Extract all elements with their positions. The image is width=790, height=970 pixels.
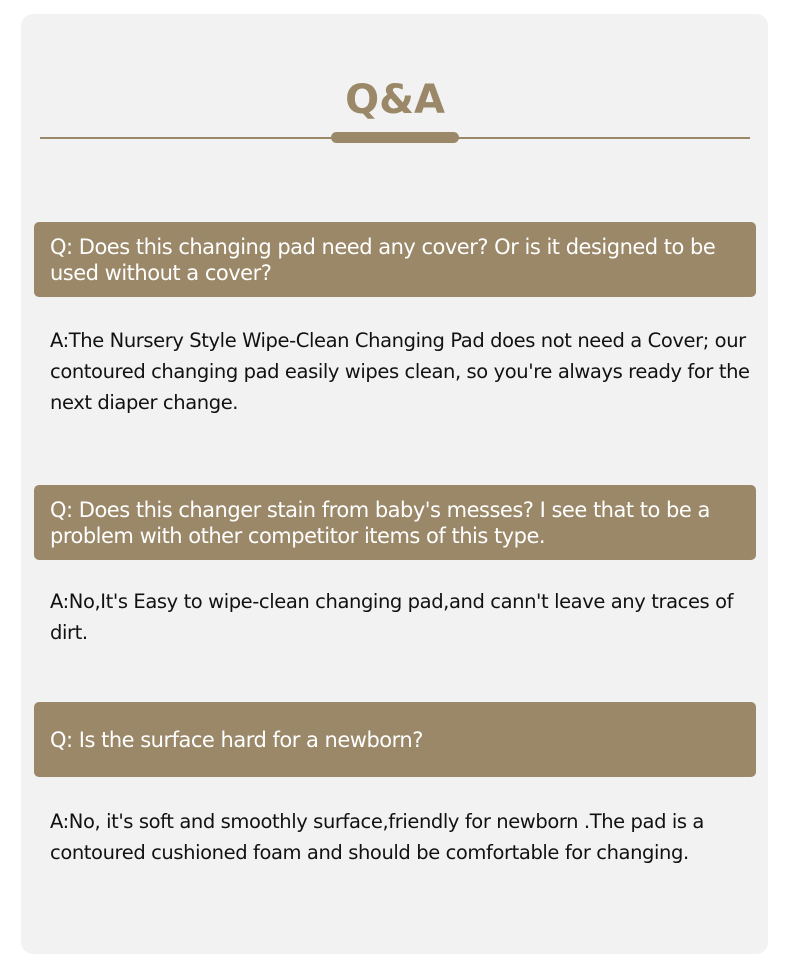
question-bar-1	[34, 222, 756, 297]
question-bar-2	[34, 485, 756, 560]
question-bar-3	[34, 702, 756, 777]
page-title: Q&A	[345, 77, 445, 123]
answer-text-3: A:No, it's soft and smoothly surface,friendly for newborn .The pad is a contoured cushioned foam and should be comfortable for changing.	[50, 810, 704, 864]
question-text-1: Q: Does this changing pad need any cover? Or is it designed to be used without a cover?	[50, 234, 716, 285]
question-text-2: Q: Does this changer stain from baby's messes? I see that to be a problem with other competitor items of this type.	[50, 497, 710, 548]
question-text-3: Q: Is the surface hard for a newborn?	[50, 727, 423, 752]
title-divider-accent	[331, 132, 459, 143]
answer-text-2: A:No,It's Easy to wipe-clean changing pad,and cann't leave any traces of dirt.	[50, 590, 734, 644]
answer-text-1: A:The Nursery Style Wipe-Clean Changing Pad does not need a Cover; our contoured changing pad easily wipes clean, so you're always ready for the next diaper change.	[50, 329, 750, 414]
